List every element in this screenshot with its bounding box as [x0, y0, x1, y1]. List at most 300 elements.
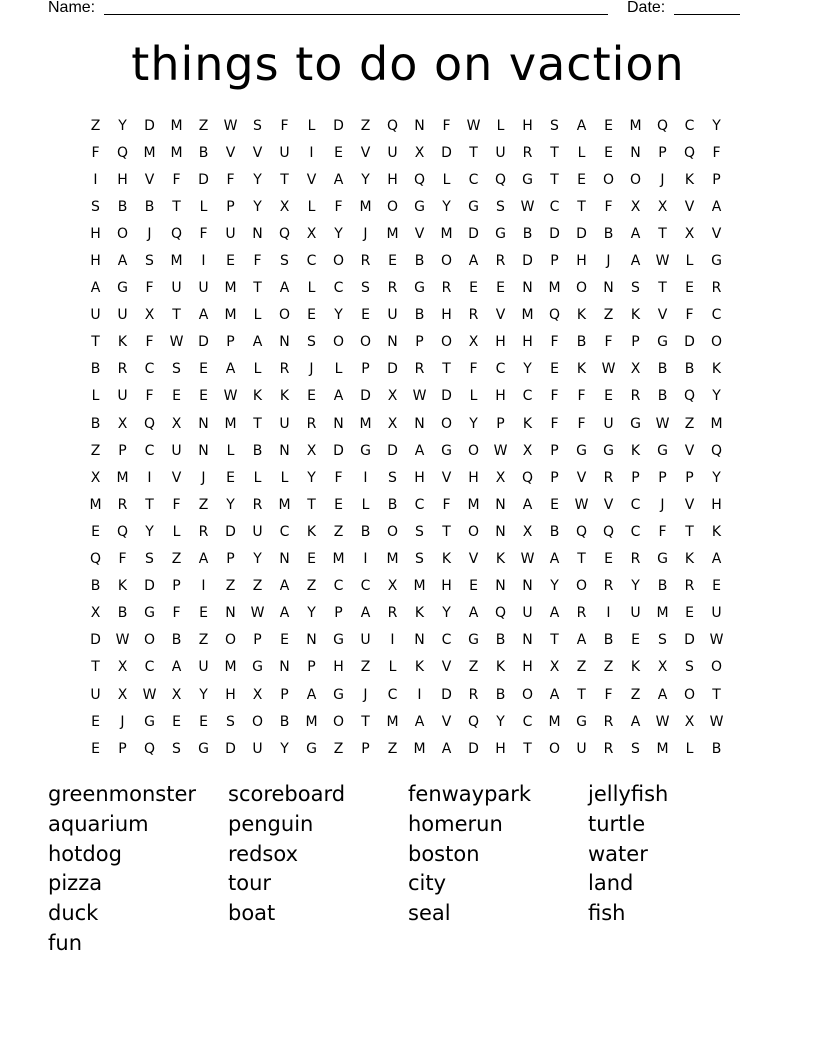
grid-cell: I [417, 686, 422, 703]
grid-cell: P [226, 198, 235, 215]
grid-cell: F [145, 388, 154, 405]
grid-cell: W [223, 388, 238, 405]
grid-cell: V [441, 469, 452, 486]
grid-cell: M [359, 415, 372, 432]
grid-cell: N [279, 659, 290, 676]
grid-cell: Z [468, 659, 479, 676]
grid-cell: X [306, 442, 317, 459]
grid-cell: G [657, 334, 668, 351]
grid-cell: V [684, 442, 695, 459]
grid-cell: C [144, 659, 155, 676]
grid-cell: N [279, 551, 290, 568]
grid-cell: C [144, 361, 155, 378]
grid-cell: U [252, 740, 263, 757]
grid-cell: L [253, 307, 262, 324]
grid-cell: N [279, 442, 290, 459]
grid-cell: S [91, 198, 100, 215]
grid-cell: C [630, 523, 641, 540]
grid-cell: M [224, 280, 237, 297]
grid-cell: B [171, 632, 182, 649]
grid-cell: F [280, 117, 289, 134]
grid-cell: P [253, 632, 262, 649]
grid-cell: A [441, 740, 452, 757]
grid-cell: R [603, 713, 614, 730]
grid-cell: Y [496, 713, 505, 730]
grid-cell: F [199, 225, 208, 242]
grid-cell: K [684, 171, 695, 188]
grid-cell: A [549, 551, 560, 568]
grid-cell: T [442, 523, 451, 540]
grid-cell: C [522, 713, 533, 730]
grid-cell: G [414, 198, 425, 215]
grid-cell: O [332, 253, 345, 270]
grid-cell: U [522, 605, 533, 622]
grid-cell: Y [442, 605, 451, 622]
grid-cell: T [253, 415, 262, 432]
grid-cell: B [90, 361, 101, 378]
grid-cell: I [390, 632, 395, 649]
grid-cell: A [468, 253, 479, 270]
grid-cell: M [710, 415, 723, 432]
grid-cell: D [333, 117, 344, 134]
grid-cell: Q [467, 713, 480, 730]
grid-cell: O [548, 740, 561, 757]
grid-cell: W [520, 198, 535, 215]
grid-cell: F [334, 198, 343, 215]
grid-cell: F [469, 361, 478, 378]
grid-cell: H [441, 578, 452, 595]
word-bank-item: fun [48, 930, 83, 955]
grid-cell: D [144, 578, 155, 595]
grid-cell: R [252, 496, 263, 513]
grid-cell: D [333, 442, 344, 459]
grid-cell: L [442, 171, 451, 188]
grid-cell: E [280, 632, 289, 649]
grid-cell: G [144, 713, 155, 730]
grid-cell: I [147, 469, 152, 486]
grid-cell: E [604, 117, 613, 134]
word-bank-item: tour [228, 871, 272, 896]
grid-cell: F [145, 334, 154, 351]
grid-cell: P [496, 415, 505, 432]
grid-cell: E [91, 523, 100, 540]
word-bank-item: fenwaypark [408, 782, 532, 806]
grid-cell: T [442, 361, 451, 378]
grid-cell: X [279, 198, 290, 215]
grid-cell: U [576, 740, 587, 757]
grid-cell: M [629, 117, 642, 134]
grid-cell: O [359, 334, 372, 351]
grid-cell: P [550, 442, 559, 459]
grid-cell: G [657, 442, 668, 459]
grid-cell: W [520, 551, 535, 568]
grid-cell: V [252, 144, 263, 161]
grid-cell: Q [602, 523, 615, 540]
grid-cell: F [658, 523, 667, 540]
grid-cell: S [658, 632, 667, 649]
grid-cell: H [522, 334, 533, 351]
grid-cell: N [198, 415, 209, 432]
grid-cell: E [604, 388, 613, 405]
grid-cell: Q [278, 225, 291, 242]
grid-cell: I [201, 253, 206, 270]
grid-cell: R [603, 740, 614, 757]
grid-cell: E [577, 171, 586, 188]
grid-cell: Y [307, 469, 316, 486]
grid-cell: R [630, 551, 641, 568]
grid-cell: P [685, 469, 694, 486]
grid-cell: S [280, 253, 289, 270]
grid-cell: G [630, 415, 641, 432]
grid-cell: O [575, 280, 588, 297]
grid-cell: X [657, 659, 668, 676]
grid-cell: T [91, 659, 100, 676]
grid-cell: P [631, 469, 640, 486]
grid-cell: H [495, 334, 506, 351]
grid-cell: O [224, 632, 237, 649]
grid-cell: F [550, 388, 559, 405]
grid-cell: C [360, 578, 371, 595]
grid-cell: Y [226, 496, 235, 513]
grid-cell: B [603, 632, 614, 649]
grid-cell: K [495, 551, 506, 568]
grid-cell: L [388, 659, 397, 676]
grid-cell: X [171, 686, 182, 703]
grid-cell: H [495, 740, 506, 757]
grid-cell: M [413, 740, 426, 757]
grid-cell: Q [386, 117, 399, 134]
grid-cell: G [468, 198, 479, 215]
grid-cell: F [604, 686, 613, 703]
grid-cell: X [387, 578, 398, 595]
grid-cell: C [711, 307, 722, 324]
grid-cell: Y [631, 578, 640, 595]
grid-cell: U [252, 523, 263, 540]
grid-cell: Q [683, 388, 696, 405]
grid-cell: Z [603, 307, 614, 324]
grid-cell: X [117, 415, 128, 432]
grid-cell: E [334, 144, 343, 161]
grid-cell: V [684, 198, 695, 215]
word-bank-item: penguin [228, 811, 314, 836]
grid-cell: B [360, 523, 371, 540]
grid-cell: O [251, 713, 264, 730]
grid-cell: W [655, 415, 670, 432]
grid-cell: X [144, 307, 155, 324]
grid-cell: M [386, 551, 399, 568]
grid-cell: E [712, 578, 721, 595]
grid-cell: X [90, 469, 101, 486]
word-bank-item: city [408, 871, 447, 896]
grid-cell: P [226, 551, 235, 568]
grid-cell: N [603, 280, 614, 297]
grid-cell: T [361, 713, 370, 730]
word-bank-item: aquarium [48, 811, 149, 836]
grid-cell: B [414, 307, 425, 324]
grid-cell: O [467, 442, 480, 459]
grid-cell: T [280, 171, 289, 188]
grid-cell: G [414, 280, 425, 297]
grid-cell: D [684, 632, 695, 649]
grid-cell: N [414, 117, 425, 134]
grid-cell: F [442, 117, 451, 134]
grid-cell: R [468, 307, 479, 324]
grid-cell: Z [171, 551, 182, 568]
grid-cell: R [414, 361, 425, 378]
word-bank-item: water [588, 841, 648, 866]
grid-cell: A [279, 605, 290, 622]
grid-cell: S [253, 117, 262, 134]
grid-cell: U [387, 144, 398, 161]
grid-cell: Z [684, 415, 695, 432]
name-blank-line [104, 0, 608, 15]
grid-cell: P [361, 361, 370, 378]
grid-cell: F [172, 171, 181, 188]
word-bank-item: homerun [408, 811, 503, 836]
grid-cell: E [550, 361, 559, 378]
grid-cell: O [683, 686, 696, 703]
grid-cell: Q [683, 144, 696, 161]
grid-cell: S [631, 740, 640, 757]
grid-cell: S [361, 280, 370, 297]
grid-cell: A [333, 388, 344, 405]
grid-cell: B [252, 442, 263, 459]
grid-cell: F [604, 334, 613, 351]
grid-cell: L [577, 144, 586, 161]
grid-cell: E [334, 496, 343, 513]
grid-cell: E [226, 253, 235, 270]
grid-cell: D [360, 388, 371, 405]
grid-cell: E [172, 713, 181, 730]
grid-cell: A [360, 605, 371, 622]
grid-cell: Q [413, 171, 426, 188]
grid-cell: R [198, 523, 209, 540]
grid-cell: T [307, 496, 316, 513]
grid-cell: C [387, 686, 398, 703]
grid-cell: J [147, 225, 152, 242]
grid-cell: U [117, 307, 128, 324]
grid-cell: U [225, 225, 236, 242]
grid-cell: I [201, 578, 206, 595]
grid-cell: P [334, 605, 343, 622]
grid-cell: E [199, 361, 208, 378]
grid-cell: Y [253, 171, 262, 188]
grid-cell: L [307, 117, 316, 134]
grid-cell: W [466, 117, 481, 134]
grid-cell: V [495, 307, 506, 324]
name-label: Name: [48, 0, 96, 16]
grid-cell: I [606, 605, 611, 622]
grid-cell: Z [630, 686, 641, 703]
grid-cell: H [387, 171, 398, 188]
grid-cell: B [684, 361, 695, 378]
grid-cell: U [360, 632, 371, 649]
grid-cell: O [629, 171, 642, 188]
grid-cell: A [252, 334, 263, 351]
grid-cell: K [711, 523, 722, 540]
grid-cell: M [656, 605, 669, 622]
grid-cell: V [711, 225, 722, 242]
grid-cell: D [522, 253, 533, 270]
grid-cell: B [603, 225, 614, 242]
grid-cell: E [604, 551, 613, 568]
grid-cell: K [306, 523, 317, 540]
grid-cell: O [710, 334, 723, 351]
grid-cell: V [468, 551, 479, 568]
grid-cell: H [333, 659, 344, 676]
grid-cell: R [117, 361, 128, 378]
grid-cell: R [306, 415, 317, 432]
grid-cell: A [630, 225, 641, 242]
grid-cell: O [386, 523, 399, 540]
grid-cell: L [361, 496, 370, 513]
grid-cell: C [549, 198, 560, 215]
grid-cell: G [576, 713, 587, 730]
grid-cell: M [170, 253, 183, 270]
grid-cell: F [172, 496, 181, 513]
grid-cell: G [495, 225, 506, 242]
grid-cell: V [657, 307, 668, 324]
grid-cell: N [279, 334, 290, 351]
grid-cell: Z [90, 117, 101, 134]
grid-cell: Y [469, 415, 478, 432]
grid-cell: X [630, 361, 641, 378]
grid-cell: R [576, 605, 587, 622]
grid-cell: K [711, 361, 722, 378]
grid-cell: J [363, 686, 368, 703]
grid-cell: V [576, 469, 587, 486]
grid-cell: U [279, 415, 290, 432]
grid-cell: O [143, 632, 156, 649]
grid-cell: Y [361, 171, 370, 188]
grid-cell: V [171, 469, 182, 486]
grid-cell: B [144, 198, 155, 215]
grid-cell: D [198, 334, 209, 351]
grid-cell: P [361, 740, 370, 757]
grid-cell: K [576, 361, 587, 378]
grid-cell: B [657, 388, 668, 405]
grid-cell: Z [198, 117, 209, 134]
grid-cell: A [576, 632, 587, 649]
grid-cell: R [360, 253, 371, 270]
grid-cell: Q [494, 171, 507, 188]
grid-cell: F [226, 171, 235, 188]
grid-cell: O [710, 659, 723, 676]
grid-cell: P [550, 469, 559, 486]
grid-cell: X [468, 334, 479, 351]
word-bank [48, 780, 768, 959]
grid-cell: X [117, 659, 128, 676]
grid-cell: Q [170, 225, 183, 242]
grid-cell: K [414, 605, 425, 622]
grid-cell: H [117, 171, 128, 188]
grid-cell: Q [89, 551, 102, 568]
grid-cell: L [685, 740, 694, 757]
grid-cell: D [90, 632, 101, 649]
grid-cell: E [469, 280, 478, 297]
grid-cell: Y [550, 578, 559, 595]
grid-cell: Q [494, 605, 507, 622]
grid-cell: T [658, 280, 667, 297]
grid-cell: R [711, 280, 722, 297]
word-bank-item: jellyfish [588, 782, 669, 806]
grid-cell: C [333, 578, 344, 595]
grid-cell: Z [333, 523, 344, 540]
grid-cell: R [279, 361, 290, 378]
grid-cell: A [90, 280, 101, 297]
grid-cell: U [495, 144, 506, 161]
grid-cell: E [307, 388, 316, 405]
grid-cell: R [603, 578, 614, 595]
grid-cell: D [441, 388, 452, 405]
grid-cell: X [684, 713, 695, 730]
grid-cell: D [198, 171, 209, 188]
grid-cell: X [522, 523, 533, 540]
grid-cell: Q [521, 469, 534, 486]
grid-cell: L [253, 469, 262, 486]
grid-cell: S [415, 523, 424, 540]
grid-cell: E [199, 605, 208, 622]
grid-cell: N [630, 144, 641, 161]
grid-cell: G [711, 253, 722, 270]
grid-cell: W [709, 632, 724, 649]
grid-cell: G [333, 632, 344, 649]
grid-cell: M [224, 307, 237, 324]
grid-cell: F [172, 605, 181, 622]
grid-cell: G [360, 442, 371, 459]
grid-cell: Y [712, 117, 721, 134]
grid-cell: H [468, 469, 479, 486]
grid-cell: O [440, 334, 453, 351]
grid-cell: B [657, 578, 668, 595]
grid-cell: L [199, 198, 208, 215]
grid-cell: W [574, 496, 589, 513]
grid-cell: F [577, 388, 586, 405]
grid-cell: M [224, 415, 237, 432]
grid-cell: D [468, 225, 479, 242]
grid-cell: K [630, 442, 641, 459]
grid-cell: F [604, 198, 613, 215]
grid-cell: B [576, 334, 587, 351]
grid-cell: N [495, 496, 506, 513]
grid-cell: V [360, 144, 371, 161]
grid-cell: P [415, 334, 424, 351]
grid-cell: S [685, 659, 694, 676]
grid-cell: M [116, 469, 129, 486]
grid-cell: L [253, 361, 262, 378]
grid-cell: F [334, 469, 343, 486]
grid-cell: A [279, 280, 290, 297]
grid-cell: Y [523, 361, 532, 378]
grid-cell: L [280, 469, 289, 486]
grid-cell: N [522, 280, 533, 297]
grid-cell: Z [333, 740, 344, 757]
grid-cell: Y [199, 686, 208, 703]
grid-cell: Y [253, 198, 262, 215]
grid-cell: D [144, 117, 155, 134]
word-bank-item: turtle [588, 811, 646, 836]
grid-cell: V [684, 496, 695, 513]
grid-cell: V [144, 171, 155, 188]
grid-cell: M [170, 144, 183, 161]
date-label: Date: [627, 0, 666, 16]
grid-cell: O [386, 198, 399, 215]
grid-cell: K [252, 388, 263, 405]
grid-cell: Z [576, 659, 587, 676]
grid-cell: E [172, 388, 181, 405]
grid-cell: U [90, 686, 101, 703]
grid-cell: W [142, 686, 157, 703]
